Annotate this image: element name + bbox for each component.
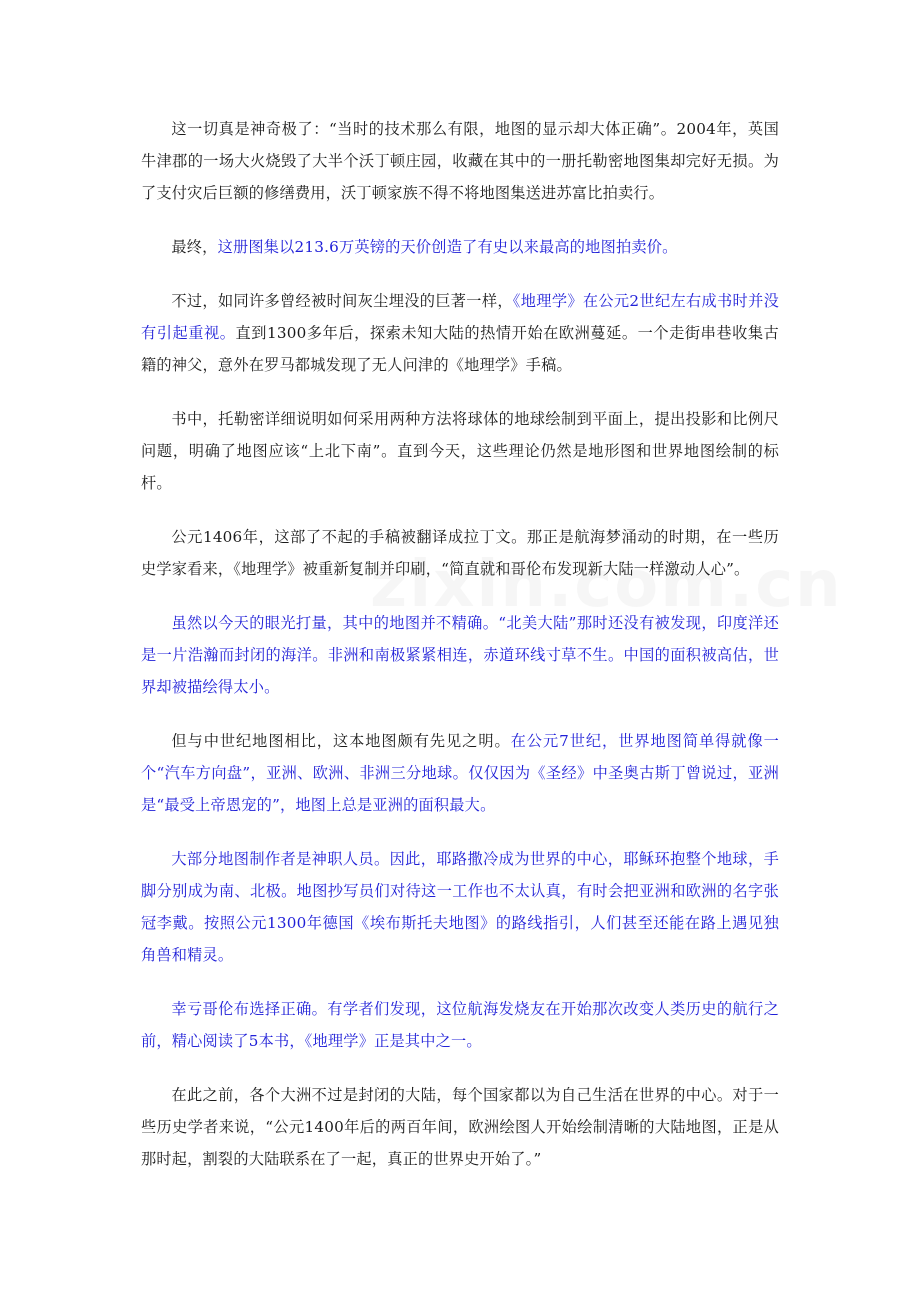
highlight-segment: 虽然以今天的眼光打量，其中的地图并不精确。“北美大陆”那时还没有被发现，印度洋还是一片浩瀚而封闭的海洋。非洲和南极紧紧相连，赤道环线寸草不生。中国的面积被高估，世界却被描绘得太小。 [141,614,779,696]
highlight-segment: 大部分地图制作者是神职人员。因此，耶路撒冷成为世界的中心，耶稣环抱整个地球，手脚分别成为南、北极。地图抄写员们对待这一工作也不太认真，有时会把亚洲和欧洲的名字张冠李戴。按照公元1300年德国《埃布斯托夫地图》的路线指引，人们甚至还能在路上遇见独角兽和精灵。 [141,850,779,964]
paragraph [141,993,779,1057]
text-segment: 不过，如同许多曾经被时间灰尘埋没的巨著一样， [171,292,513,310]
paragraph [141,113,779,209]
text-segment: 公元1406年，这部了不起的手稿被翻译成拉丁文。那正是航海梦涌动的时期，在一些历史学家看来，《地理学》被重新复制并印刷，“简直就和哥伦布发现新大陆一样激动人心”。 [141,528,779,578]
paragraph [141,403,779,499]
paragraph [141,843,779,971]
paragraph [141,1079,779,1175]
highlight-segment: 在公元7世纪，世界地图简单得就像一个“汽车方向盘”，亚洲、欧洲、非洲三分地球。仅仅因为《圣经》中圣奥古斯丁曾说过，亚洲是“最受上帝恩宠的”，地图上总是亚洲的面积最大。 [141,732,779,814]
highlight-segment: 这册图集以213.6万英镑的天价创造了有史以来最高的地图拍卖价。 [217,238,678,256]
text-segment: 直到1300多年后，探索未知大陆的热情开始在欧洲蔓延。一个走街串巷收集古籍的神父，意外在罗马都城发现了无人问津的《地理学》手稿。 [141,324,779,374]
highlight-segment: 《地理学》在公元2世纪左右成书时并没有引起重视。 [141,292,779,342]
paragraph [141,607,779,703]
text-segment: 最终， [171,238,218,256]
paragraph [141,725,779,821]
text-segment: 在此之前，各个大洲不过是封闭的大陆，每个国家都以为自己生活在世界的中心。对于一些历史学者来说，“公元1400年后的两百年间，欧洲绘图人开始绘制清晰的大陆地图，正是从那时起，割裂的大陆联系在了一起，真正的世界史开始了。” [141,1086,779,1168]
article-body [141,113,779,1197]
text-segment: 书中，托勒密详细说明如何采用两种方法将球体的地球绘制到平面上，提出投影和比例尺问题，明确了地图应该“上北下南”。直到今天，这些理论仍然是地形图和世界地图绘制的标杆。 [141,410,779,492]
paragraph [141,231,779,263]
highlight-segment: 幸亏哥伦布选择正确。有学者们发现，这位航海发烧友在开始那次改变人类历史的航行之前，精心阅读了5本书，《地理学》正是其中之一。 [141,1000,779,1050]
text-segment: 这一切真是神奇极了：“当时的技术那么有限，地图的显示却大体正确”。2004年，英国牛津郡的一场大火烧毁了大半个沃丁顿庄园，收藏在其中的一册托勒密地图集却完好无损。为了支付灾后巨额的修缮费用，沃丁顿家族不得不将地图集送进苏富比拍卖行。 [141,120,779,202]
text-segment: 但与中世纪地图相比，这本地图颇有先见之明。 [171,732,511,750]
paragraph [141,521,779,585]
paragraph [141,285,779,381]
